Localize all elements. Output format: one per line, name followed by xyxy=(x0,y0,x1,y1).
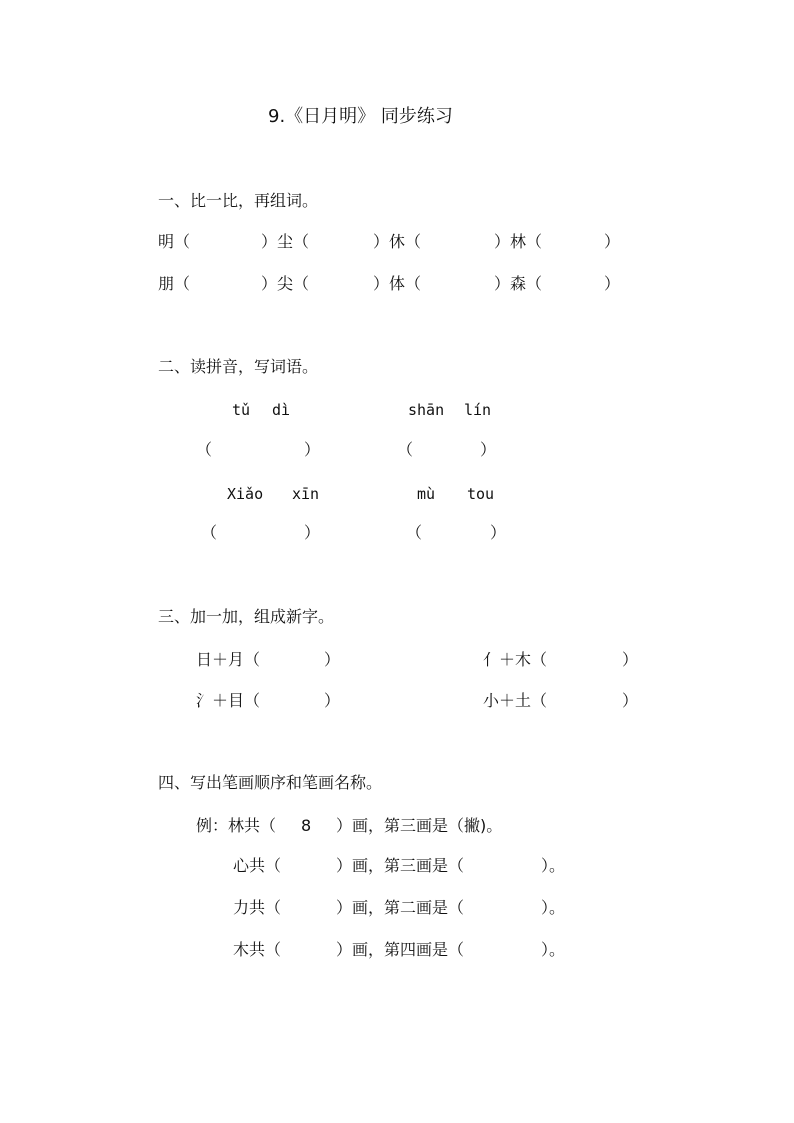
word-item: ） xyxy=(604,232,621,251)
section1-heading: 一、比一比，再组词。 xyxy=(158,191,319,210)
page-title: 9.《日月明》 同步练习 xyxy=(268,106,453,127)
stroke-question: 心共（ xyxy=(233,856,282,875)
combine-item: 小＋土（ xyxy=(483,691,548,710)
paren-close: ） xyxy=(324,691,341,710)
pinyin: tǔ xyxy=(232,401,251,419)
paren-open: （ xyxy=(201,523,218,542)
example-value: 8 xyxy=(301,816,312,835)
example-label: 例：林共（ xyxy=(196,816,277,835)
word-item: ）尖（ xyxy=(261,274,310,293)
paren-close: ） xyxy=(304,440,321,459)
paren-open: （ xyxy=(397,440,414,459)
paren-close: ） xyxy=(480,440,497,459)
pinyin: Xiǎo xyxy=(227,485,264,503)
paren-close: ） xyxy=(622,650,639,669)
stroke-question: ）画，第四画是（ xyxy=(336,940,465,959)
word-item: ） xyxy=(604,274,621,293)
paren-open: （ xyxy=(406,523,423,542)
pinyin: shān xyxy=(408,401,445,419)
stroke-question: ）。 xyxy=(541,856,566,875)
word-item: ）尘（ xyxy=(261,232,310,251)
stroke-question: ）。 xyxy=(541,898,566,917)
pinyin: dì xyxy=(272,401,291,419)
paren-open: （ xyxy=(196,440,213,459)
word-item: 明（ xyxy=(158,232,191,251)
stroke-question: 力共（ xyxy=(233,898,282,917)
combine-item: 亻＋木（ xyxy=(483,650,548,669)
word-item: ）体（ xyxy=(373,274,422,293)
paren-close: ） xyxy=(324,650,341,669)
stroke-question: 木共（ xyxy=(233,940,282,959)
paren-close: ） xyxy=(622,691,639,710)
pinyin: tou xyxy=(467,485,495,503)
stroke-question: ）。 xyxy=(541,940,566,959)
section4-heading: 四、写出笔画顺序和笔画名称。 xyxy=(158,773,383,792)
pinyin: mù xyxy=(417,485,436,503)
paren-close: ） xyxy=(304,523,321,542)
combine-item: 氵＋目（ xyxy=(196,691,261,710)
section3-heading: 三、加一加，组成新字。 xyxy=(158,607,335,626)
pinyin: xīn xyxy=(292,485,320,503)
stroke-question: ）画，第二画是（ xyxy=(336,898,465,917)
example-rest: ）画，第三画是（撇)。 xyxy=(336,816,503,835)
word-item: ）休（ xyxy=(373,232,422,251)
section2-heading: 二、读拼音，写词语。 xyxy=(158,357,319,376)
word-item: ）森（ xyxy=(494,274,543,293)
combine-item: 日＋月（ xyxy=(196,650,261,669)
stroke-question: ）画，第三画是（ xyxy=(336,856,465,875)
word-item: ）林（ xyxy=(494,232,543,251)
word-item: 朋（ xyxy=(158,274,191,293)
pinyin: lín xyxy=(464,401,492,419)
paren-close: ） xyxy=(490,523,507,542)
